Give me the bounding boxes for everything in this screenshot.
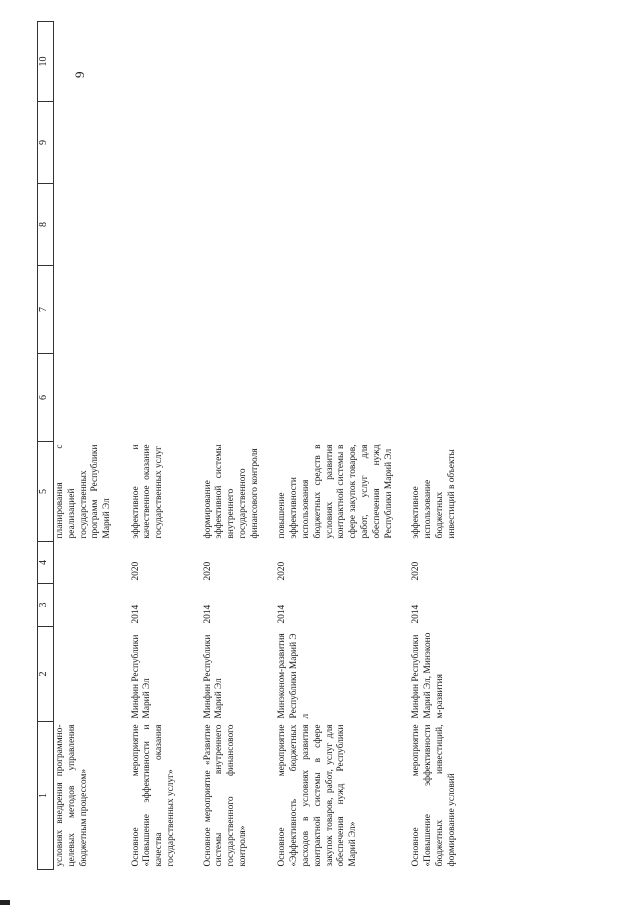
start-year: 2014 [411,604,422,624]
table-row [276,22,396,870]
activity-name: Основное мероприятие «Эффективность бюджетных расходов в условиях развития контрактной системы в сфере закупок товаров, работ, услуг для обеспечения нужд Республики Марий Эл» [277,724,359,867]
program-activities-table [37,21,470,870]
end-year: 2020 [130,561,141,581]
end-year: 2020 [277,561,288,581]
column-number: 7 [38,266,54,354]
column-number: 9 [38,102,54,184]
end-year: 2020 [411,561,422,581]
page-number: 9 [72,71,87,78]
expected-result: эффективное и качественное оказание государственных услуг [130,444,165,539]
expected-result: планирования с реализацией государственных программ Республики Марий Эл [55,444,113,539]
start-year: 2014 [202,604,213,624]
start-year: 2014 [277,604,288,624]
column-number: 8 [38,184,54,266]
table-row [54,22,116,870]
activity-name: условиях внедрения программно-целевых методов управления бюджетным процессом» [55,724,89,867]
table-row [410,22,470,870]
responsible-executor [54,627,116,722]
table-header-row [38,22,54,870]
start-year: 2014 [130,604,141,624]
expected-result: формирование эффективной системы внутреннего государственного финансового контроля [202,444,260,539]
column-number: 6 [38,354,54,442]
column-number: 3 [38,584,54,627]
responsible-executor: Минфин Республики Марий Эл, Минэконом-развития [411,632,446,719]
expected-result: повышение эффективности использования бюджетных средств в условиях развития контрактной системы в сфере закупок товаров, работ, услуг для обеспечения нужд Республики Марий Эл [277,444,394,539]
scan-edge-mark [0,900,10,905]
end-year [54,542,116,584]
expected-result: эффективное использование бюджетных инвестиций в объекты [411,449,457,539]
column-number: 1 [38,722,54,870]
activity-name: Основное мероприятие «Повышение эффективности бюджетных инвестиций, формирование условий [411,724,457,867]
table-row [130,22,188,870]
responsible-executor: Минфин Республики Марий Эл [130,634,153,719]
start-year [54,584,116,627]
activity-name: Основное мероприятие «Повышение эффективности и качества оказания государственных услуг» [130,724,176,867]
column-number: 2 [38,627,54,722]
column-number: 5 [38,442,54,542]
activity-name: Основное мероприятие «Развитие системы внутреннего государственного финансового контроля» [202,724,248,867]
end-year: 2020 [202,561,213,581]
table-row [202,22,263,870]
responsible-executor: Минэконом-развития Республики Марий Эл [277,633,312,719]
column-number: 10 [38,22,54,102]
column-number: 4 [38,542,54,584]
responsible-executor: Минфин Республики Марий Эл [202,634,225,719]
